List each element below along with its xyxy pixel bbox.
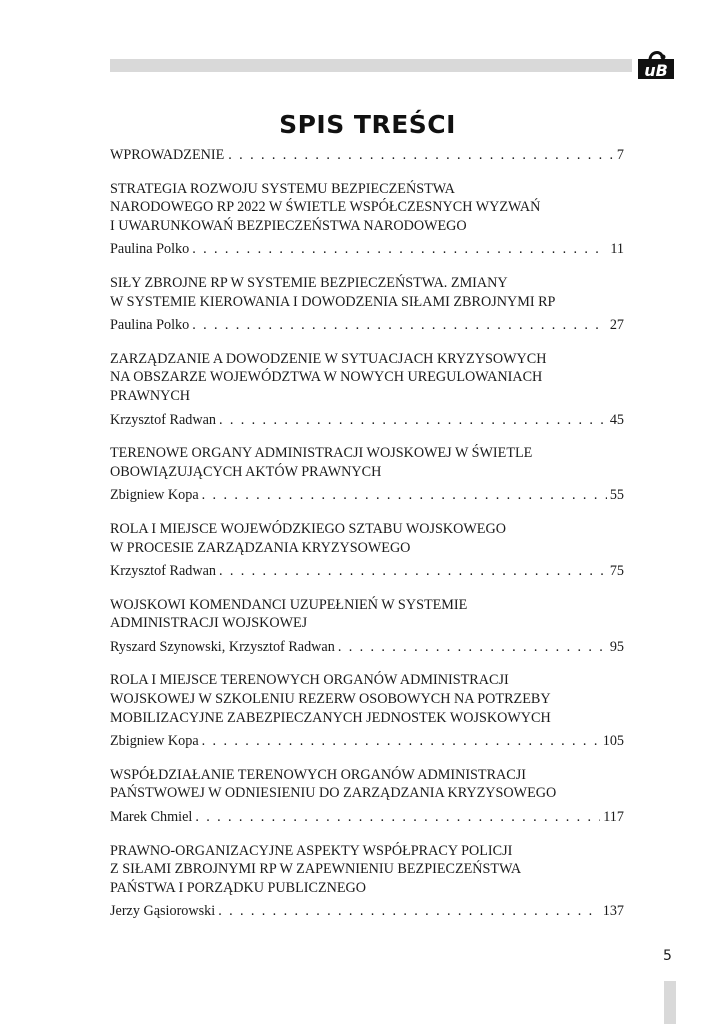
publisher-logo-icon — [636, 50, 676, 82]
dot-leader — [192, 240, 607, 259]
toc-page-number: 117 — [603, 809, 624, 826]
dot-leader — [338, 638, 607, 657]
toc-entry[interactable] — [110, 842, 624, 921]
toc-page-number: 55 — [609, 487, 624, 504]
toc-page-number: 105 — [602, 733, 624, 750]
toc-entry[interactable] — [110, 766, 624, 827]
dot-leader — [219, 411, 607, 430]
toc-entry[interactable] — [110, 520, 624, 581]
toc-entry-title: PRAWNO-ORGANIZACYJNE ASPEKTY WSPÓŁPRACY POLICJI Z SIŁAMI ZBROJNYMI RP W ZAPEWNIENIU BEZPIECZEŃSTWA PAŃSTWA I PORZĄDKU PUBLICZNEGO — [110, 842, 522, 896]
header-decorative-bar — [110, 59, 632, 72]
toc-entry-author: Zbigniew Kopa — [110, 733, 199, 750]
toc-entry-author: Marek Chmiel — [110, 809, 193, 826]
toc-entry[interactable] — [110, 350, 624, 429]
table-of-contents — [110, 146, 624, 936]
toc-entry-title: STRATEGIA ROZWOJU SYSTEMU BEZPIECZEŃSTWA NARODOWEGO RP 2022 W ŚWIETLE WSPÓŁCZESNYCH WYZWAŃ I UWARUNKOWAŃ BEZPIECZEŃSTWA NARODOWEGO — [110, 180, 541, 234]
toc-page-number: 45 — [609, 411, 624, 428]
dot-leader — [192, 316, 607, 335]
toc-entry-introduction[interactable] — [110, 146, 624, 165]
page-number: 5 — [663, 948, 672, 964]
dot-leader — [202, 486, 607, 505]
page-title: SPIS TREŚCI — [279, 110, 456, 139]
dot-leader — [219, 562, 607, 581]
toc-page-number: 7 — [616, 147, 624, 163]
toc-entry-author: Krzysztof Radwan — [110, 563, 216, 580]
toc-entry-title: ROLA I MIEJSCE TERENOWYCH ORGANÓW ADMINISTRACJI WOJSKOWEJ W SZKOLENIU REZERW OSOBOWYCH NA POTRZEBY MOBILIZACYJNE ZABEZPIECZANYCH JEDNOSTEK WOJSKOWYCH — [110, 672, 551, 726]
toc-entry[interactable] — [110, 596, 624, 657]
footer-decorative-bar — [664, 981, 676, 1024]
toc-entry[interactable] — [110, 671, 624, 750]
toc-page-number: 75 — [609, 563, 624, 580]
toc-entry-author: Paulina Polko — [110, 241, 190, 258]
toc-entry-label: WPROWADZENIE — [110, 147, 225, 163]
toc-entry-title: TERENOWE ORGANY ADMINISTRACJI WOJSKOWEJ W ŚWIETLE OBOWIĄZUJĄCYCH AKTÓW PRAWNYCH — [110, 445, 533, 480]
toc-entry-author: Krzysztof Radwan — [110, 411, 216, 428]
toc-page-number: 95 — [609, 638, 624, 655]
toc-entry-title: WOJSKOWI KOMENDANCI UZUPEŁNIEŃ W SYSTEMIE ADMINISTRACJI WOJSKOWEJ — [110, 596, 468, 632]
toc-entry-title: ROLA I MIEJSCE WOJEWÓDZKIEGO SZTABU WOJSKOWEGO W PROCESIE ZARZĄDZANIA KRYZYSOWEGO — [110, 520, 506, 556]
toc-entry-title: WSPÓŁDZIAŁANIE TERENOWYCH ORGANÓW ADMINISTRACJI PAŃSTWOWEJ W ODNIESIENIU DO ZARZĄDZANIA KRYZYSOWEGO — [110, 766, 557, 802]
toc-page-number: 11 — [610, 241, 624, 258]
svg-text:uB: uB — [644, 61, 668, 80]
toc-entry-author: Paulina Polko — [110, 317, 190, 334]
dot-leader — [218, 902, 600, 921]
toc-entry[interactable] — [110, 444, 624, 505]
toc-page-number: 137 — [602, 903, 624, 920]
dot-leader — [228, 146, 613, 165]
toc-entry[interactable] — [110, 180, 624, 259]
toc-entry-author: Jerzy Gąsiorowski — [110, 903, 216, 920]
toc-page-number: 27 — [609, 317, 624, 334]
dot-leader — [195, 808, 600, 827]
toc-entry-title: SIŁY ZBROJNE RP W SYSTEMIE BEZPIECZEŃSTWA. ZMIANY W SYSTEMIE KIEROWANIA I DOWODZENIA SIŁAMI ZBROJNYMI RP — [110, 274, 556, 310]
toc-entry[interactable] — [110, 274, 624, 335]
toc-entry-title: ZARZĄDZANIE A DOWODZENIE W SYTUACJACH KRYZYSOWYCH NA OBSZARZE WOJEWÓDZTWA W NOWYCH UREGULOWANIACH PRAWNYCH — [110, 350, 547, 404]
toc-entry-author: Ryszard Szynowski, Krzysztof Radwan — [110, 638, 335, 655]
dot-leader — [202, 732, 600, 751]
toc-entry-author: Zbigniew Kopa — [110, 487, 199, 504]
